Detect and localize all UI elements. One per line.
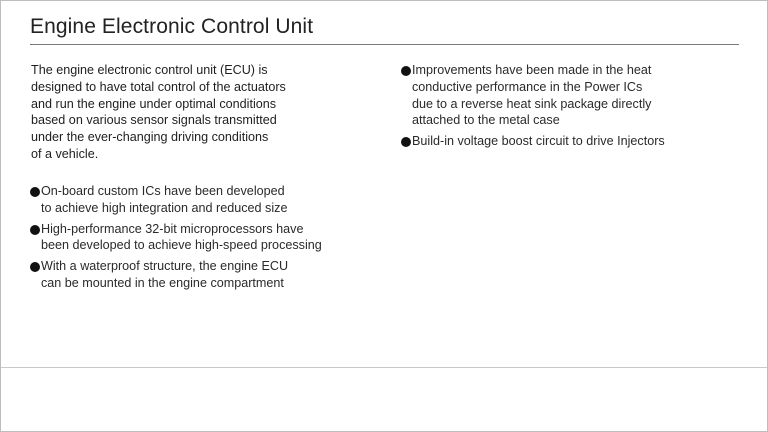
left-bullet-list [30, 183, 380, 296]
bullet-dot-icon [30, 262, 40, 272]
bullet-dot-icon [401, 137, 411, 147]
bullet-text: conductive performance in the Power ICs [412, 79, 643, 94]
bullet-dot-icon [30, 225, 40, 235]
intro-line: under the ever-changing driving conditions [31, 130, 269, 145]
list-item [401, 62, 741, 129]
bullet-text: to achieve high integration and reduced size [41, 200, 288, 215]
list-item [30, 183, 380, 217]
intro-line: The engine electronic control unit (ECU) is [31, 63, 268, 77]
bullet-text: attached to the metal case [412, 113, 560, 128]
bullet-text: On-board custom ICs have been developed [41, 184, 285, 198]
intro-line: and run the engine under optimal conditions [31, 96, 277, 111]
intro-paragraph [31, 62, 376, 163]
lower-blank-panel [1, 367, 767, 431]
right-bullet-list [401, 62, 741, 154]
slide-title: Engine Electronic Control Unit [30, 15, 314, 38]
bullet-text: been developed to achieve high-speed processing [41, 238, 322, 253]
bullet-text: Build-in voltage boost circuit to drive Injectors [412, 134, 665, 149]
intro-line: designed to have total control of the actuators [31, 79, 286, 94]
title-underline [30, 44, 739, 45]
intro-line: of a vehicle. [31, 146, 99, 161]
list-item [30, 258, 380, 292]
bullet-text: can be mounted in the engine compartment [41, 275, 284, 290]
bullet-dot-icon [401, 66, 411, 76]
bullet-text: With a waterproof structure, the engine ECU [41, 259, 289, 274]
bullet-text: High-performance 32-bit microprocessors have [41, 221, 304, 236]
bullet-dot-icon [30, 187, 40, 197]
intro-line: based on various sensor signals transmitted [31, 113, 277, 128]
bullet-text: Improvements have been made in the heat [412, 63, 652, 77]
bullet-text: due to a reverse heat sink package directly [412, 96, 652, 111]
list-item [401, 133, 741, 150]
list-item [30, 221, 380, 255]
